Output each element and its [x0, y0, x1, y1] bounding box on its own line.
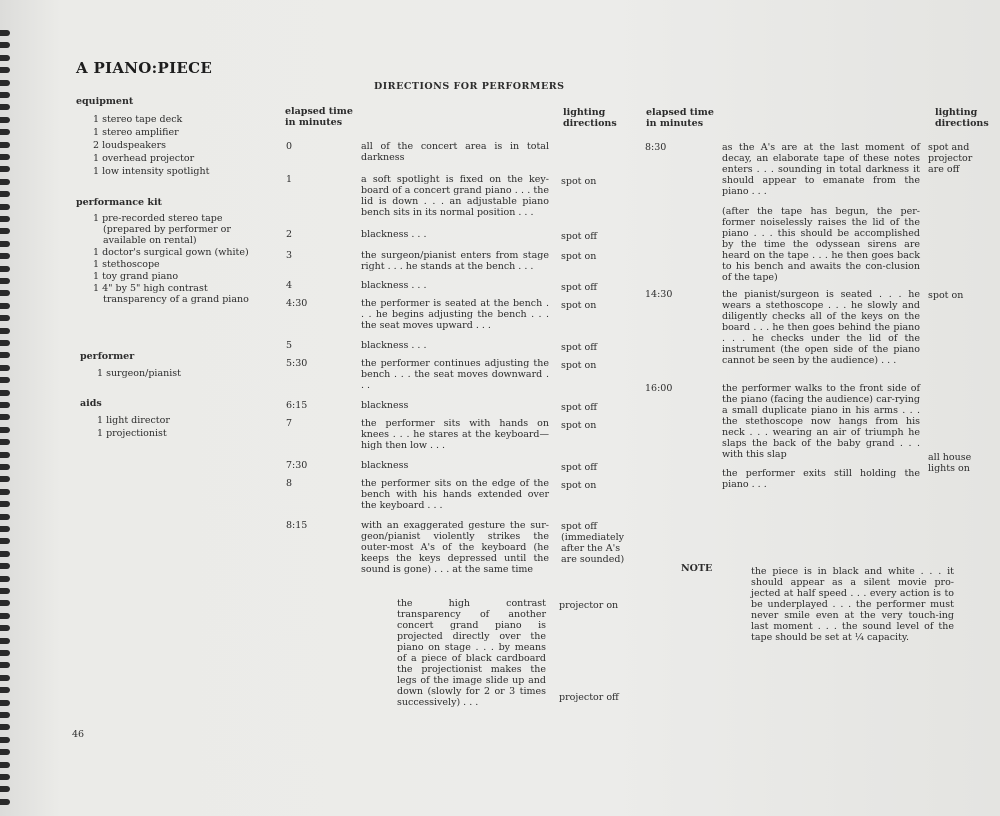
binding-ring: [0, 749, 10, 755]
binding-ring: [0, 613, 10, 619]
elapsed-time: 5:30: [286, 358, 308, 369]
lighting-direction: spot on: [561, 176, 597, 187]
binding-ring: [0, 464, 10, 470]
direction-text: the performer sits with hands on knees . . . he stares at the keyboard—high then low . . .: [361, 418, 549, 451]
elapsed-time: 3: [286, 250, 293, 261]
lighting-direction: spot on: [561, 420, 597, 431]
binding-ring: [0, 266, 10, 272]
binding-ring: [0, 30, 10, 36]
list-item: 1 stethoscope: [93, 259, 160, 270]
direction-text: the performer walks to the front side of the piano (facing the audience) car-rying a small duplicate piano in his arms . . . the stethoscope now hangs from his neck . . . wearing an air of triumph he slaps the back of the baby grand . . . with this slap: [722, 383, 920, 460]
binding-ring: [0, 278, 10, 284]
direction-text: blackness: [361, 400, 409, 411]
spiral-binding: [0, 30, 12, 816]
list-item: 1 stereo tape deck: [93, 114, 183, 125]
lighting-direction: all house lights on: [928, 452, 972, 474]
note-label: NOTE: [681, 563, 713, 574]
binding-ring: [0, 390, 10, 396]
direction-text: all of the concert area is in total darkness: [361, 141, 549, 163]
lighting-direction: spot off: [561, 342, 597, 353]
lighting-direction: spot off: [561, 282, 597, 293]
binding-ring: [0, 526, 10, 532]
binding-ring: [0, 67, 10, 73]
binding-ring: [0, 762, 10, 768]
list-item: 1 projectionist: [97, 428, 167, 439]
direction-text: the surgeon/pianist enters from stage right . . . he stands at the bench . . .: [361, 250, 549, 272]
list-item: 1 doctor's surgical gown (white): [93, 247, 249, 258]
list-item: 2 loudspeakers: [93, 140, 167, 151]
binding-ring: [0, 737, 10, 743]
elapsed-time: 0: [286, 141, 293, 152]
elapsed-time: 16:00: [645, 383, 673, 394]
equipment-heading: equipment: [76, 96, 134, 107]
binding-ring: [0, 241, 10, 247]
binding-ring: [0, 179, 10, 185]
list-item: 1 stereo amplifier: [93, 127, 179, 138]
binding-ring: [0, 204, 10, 210]
lighting-direction: spot on: [561, 251, 597, 262]
direction-text: the pianist/surgeon is seated . . . he wears a stethoscope . . . he slowly and diligently checks all of the keys on the board . . . he then goes behind the piano . . . he checks under the lid of the instrument (the open side of the piano cannot be seen by the audience) . . .: [722, 289, 920, 366]
direction-text: blackness . . .: [361, 340, 427, 351]
binding-ring: [0, 117, 10, 123]
binding-ring: [0, 216, 10, 222]
directions-heading: DIRECTIONS FOR PERFORMERS: [374, 81, 565, 92]
lighting-direction: spot on: [561, 300, 597, 311]
list-item: 1 pre-recorded stereo tape (prepared by performer or available on rental): [93, 213, 231, 246]
performance-kit-list: [76, 213, 256, 305]
projector-on-light: projector on: [559, 600, 619, 611]
binding-ring: [0, 687, 10, 693]
elapsed-time: 1: [286, 174, 293, 185]
binding-ring: [0, 402, 10, 408]
binding-ring: [0, 476, 10, 482]
direction-text: blackness: [361, 460, 409, 471]
binding-ring: [0, 154, 10, 160]
equipment-list: [76, 114, 256, 177]
binding-ring: [0, 576, 10, 582]
performer-heading: performer: [80, 351, 135, 362]
binding-ring: [0, 303, 10, 309]
performer-section: [80, 351, 260, 379]
binding-ring: [0, 142, 10, 148]
lighting-direction: spot off: [561, 402, 597, 413]
binding-ring: [0, 501, 10, 507]
binding-ring: [0, 551, 10, 557]
elapsed-time: 14:30: [645, 289, 673, 300]
list-item: 1 overhead projector: [93, 153, 195, 164]
aids-heading: aids: [80, 398, 102, 409]
lighting-header-left: lighting directions: [563, 107, 617, 129]
list-item: 1 light director: [97, 415, 170, 426]
list-item: 1 surgeon/pianist: [97, 368, 181, 379]
elapsed-time: 7:30: [286, 460, 308, 471]
list-item: 1 4" by 5" high contrast transparency of a grand piano: [93, 283, 249, 305]
binding-ring: [0, 290, 10, 296]
binding-ring: [0, 129, 10, 135]
elapsed-time: 8:15: [286, 520, 308, 531]
binding-ring: [0, 191, 10, 197]
elapsed-time: 4: [286, 280, 293, 291]
binding-ring: [0, 439, 10, 445]
page-title: A PIANO:PIECE: [76, 59, 213, 77]
binding-ring: [0, 600, 10, 606]
binding-ring: [0, 650, 10, 656]
binding-ring: [0, 42, 10, 48]
elapsed-time: 8: [286, 478, 293, 489]
binding-ring: [0, 92, 10, 98]
binding-ring: [0, 55, 10, 61]
binding-ring: [0, 427, 10, 433]
lighting-direction: spot on: [928, 290, 964, 301]
binding-ring: [0, 675, 10, 681]
lighting-direction: spot and projector are off: [928, 142, 973, 175]
elapsed-time: 8:30: [645, 142, 667, 153]
elapsed-time: 7: [286, 418, 293, 429]
binding-ring: [0, 625, 10, 631]
direction-text: the performer exits still holding the piano . . .: [722, 468, 920, 490]
lighting-header-right: lighting directions: [935, 107, 989, 129]
aids-section: [80, 398, 260, 439]
direction-text: (after the tape has begun, the per-former noiselessly raises the lid of the piano . . . this should be accomplished by the time the odyssean sirens are heard on the tape . . . he then goes back to his bench and awaits the con-clusion of the tape): [722, 206, 920, 283]
binding-ring: [0, 80, 10, 86]
performance-kit-section: [76, 197, 256, 305]
direction-text: the performer continues adjusting the bench . . . the seat moves downward . . .: [361, 358, 549, 391]
direction-text: the performer is seated at the bench . . . he begins adjusting the bench . . . the seat moves upward . . .: [361, 298, 549, 331]
performance-kit-heading: performance kit: [76, 197, 162, 208]
direction-text: the performer sits on the edge of the bench with his hands extended over the keyboard . . .: [361, 478, 549, 511]
binding-ring: [0, 315, 10, 321]
binding-ring: [0, 166, 10, 172]
binding-ring: [0, 377, 10, 383]
direction-text: blackness . . .: [361, 229, 427, 240]
elapsed-time: 6:15: [286, 400, 308, 411]
binding-ring: [0, 352, 10, 358]
binding-ring: [0, 514, 10, 520]
binding-ring: [0, 538, 10, 544]
elapsed-time: 5: [286, 340, 293, 351]
binding-ring: [0, 712, 10, 718]
direction-text: as the A's are at the last moment of decay, an elaborate tape of these notes enters . . . sounding in total darkness it should appear to emanate from the piano . . .: [722, 142, 920, 197]
lighting-direction: spot off: [561, 231, 597, 242]
binding-ring: [0, 724, 10, 730]
binding-ring: [0, 340, 10, 346]
projector-off-light: projector off: [559, 692, 619, 703]
binding-ring: [0, 228, 10, 234]
elapsed-time-header-right: elapsed time in minutes: [646, 107, 714, 129]
direction-text: a soft spotlight is fixed on the key-board of a concert grand piano . . . the lid is down . . . an adjustable piano bench sits in its normal position . . .: [361, 174, 549, 218]
binding-ring: [0, 365, 10, 371]
binding-ring: [0, 786, 10, 792]
binding-ring: [0, 328, 10, 334]
direction-text: with an exaggerated gesture the sur-geon/pianist violently strikes the outer-most A's of the keyboard (he keeps the keys depressed until the sound is gone) . . . at the same time: [361, 520, 549, 575]
note-text: the piece is in black and white . . . it should appear as a silent movie pro-jected at half speed . . . every action is to be underplayed . . . the performer must never smile even at the very touch-ing last moment . . . the sound level of the tape should be set at ¼ capacity.: [751, 566, 954, 643]
binding-ring: [0, 253, 10, 259]
binding-ring: [0, 700, 10, 706]
lighting-direction: spot on: [561, 360, 597, 371]
binding-ring: [0, 489, 10, 495]
equipment-section: [76, 96, 256, 177]
binding-ring: [0, 104, 10, 110]
binding-ring: [0, 799, 10, 805]
binding-ring: [0, 563, 10, 569]
lighting-direction: spot on: [561, 480, 597, 491]
binding-ring: [0, 588, 10, 594]
binding-ring: [0, 638, 10, 644]
projection-text: the high contrast transparency of another concert grand piano is projected directly over the piano on stage . . . by means of a piece of black cardboard the projectionist makes the legs of the image slide up and down (slowly for 2 or 3 times successively) . . .: [397, 598, 546, 708]
direction-text: blackness . . .: [361, 280, 427, 291]
binding-ring: [0, 452, 10, 458]
binding-ring: [0, 662, 10, 668]
list-item: 1 toy grand piano: [93, 271, 179, 282]
binding-ring: [0, 774, 10, 780]
lighting-direction: spot off: [561, 462, 597, 473]
elapsed-time: 2: [286, 229, 293, 240]
list-item: 1 low intensity spotlight: [93, 166, 210, 177]
binding-ring: [0, 414, 10, 420]
page-number: 46: [72, 729, 85, 740]
lighting-direction: spot off (immediately after the A's are sounded): [561, 521, 625, 565]
elapsed-time-header-left: elapsed time in minutes: [285, 106, 353, 128]
elapsed-time: 4:30: [286, 298, 308, 309]
